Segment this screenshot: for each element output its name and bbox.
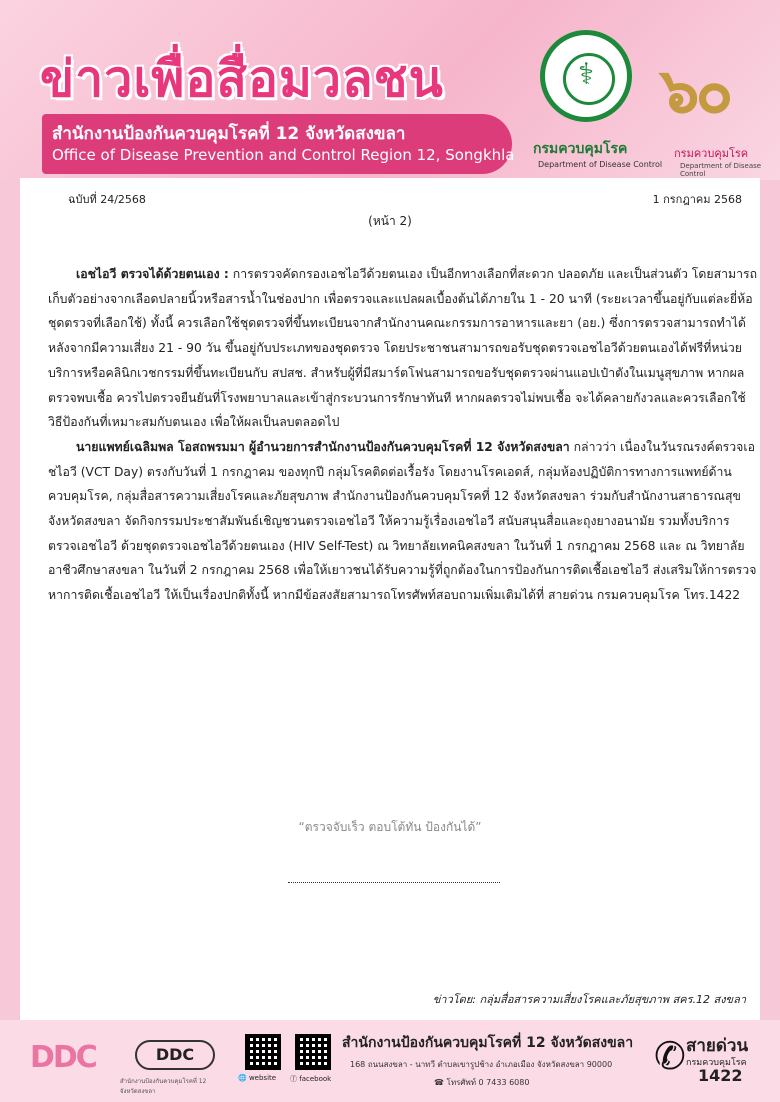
website-qr-code[interactable] (245, 1034, 281, 1070)
ddc-oval-logo-caption: สำนักงานป้องกันควบคุมโรคที่ 12 จังหวัดสงขลา (120, 1078, 207, 1095)
footer-org-name: สำนักงานป้องกันควบคุมโรคที่ 12 จังหวัดสงขลา (342, 1035, 634, 1051)
paragraph-1 (48, 262, 758, 435)
press-release-page (20, 178, 760, 1020)
facebook-label-text: facebook (299, 1075, 332, 1083)
slogan: “ตรวจจับเร็ว ตอบโต้ทัน ป้องกันได้” (298, 820, 482, 834)
org-name-th: สำนักงานป้องกันควบคุมโรคที่ 12 จังหวัดสงขลา (52, 124, 406, 144)
hotline-number: 1422 (698, 1066, 743, 1085)
header-banner (0, 0, 780, 180)
website-label-text: website (248, 1074, 277, 1082)
anniversary-logo-caption-th: กรมควบคุมโรค (674, 147, 749, 160)
footer-telephone: ☎ โทรศัพท์ 0 7433 6080 (434, 1078, 530, 1087)
paragraph-2-lead: นายแพทย์เฉลิมพล โอสถพรมมา ผู้อำนวยการสำนักงานป้องกันควบคุมโรคที่ 12 จังหวัดสงขลา (76, 439, 570, 454)
paragraph-2 (48, 435, 758, 608)
caduceus-icon: ⚕ (577, 57, 595, 92)
article-body (48, 262, 758, 608)
facebook-label: ⓕ facebook (290, 1075, 332, 1083)
ddc-oval-logo: DDC (135, 1040, 215, 1070)
footer-address: 168 ถนนสงขลา - นาทวี ตำบลเขารูปช้าง อำเภอเมือง จังหวัดสงขลา 90000 (350, 1060, 613, 1069)
org-name-en: Office of Disease Prevention and Control Region 12, Songkhla (52, 146, 515, 164)
footer (0, 1020, 780, 1102)
paragraph-2-text: กล่าวว่า เนื่องในวันรณรงค์ตรวจเอชไอวี (VCT Day) ตรงกับวันที่ 1 กรกฎาคม ของทุกปี กลุ่มโรคติดต่อเรื้อรัง โดยงานโรคเอดส์, กลุ่มห้องปฏิบัติการทางการแพทย์ด้านควบคุมโรค, กลุ่มสื่อสารความเสี่ยงโรคและภัยสุขภาพ สำนักงานป้องกันควบคุมโรคที่ 12 จังหวัดสงขลา ร่วมกับสำนักงานสาธารณสุขจังหวัดสงขลา จัดกิจกรรมประชาสัมพันธ์เชิญชวนตรวจเอชไอวี ให้ความรู้เรื่องเอชไอวี สนับสนุนสื่อและถุงยางอนามัย รวมทั้งบริการตรวจเอชไอวี ด้วยชุดตรวจเอชไอวีด้วยตนเอง (HIV Self-Test) ณ วิทยาลัยเทคนิคสงขลา ในวันที่ 1 กรกฎาคม 2568 และ ณ วิทยาลัยอาชีวศึกษาสงขลา ในวันที่ 2 กรกฎาคม 2568 เพื่อให้เยาวชนได้รับความรู้ที่ถูกต้องในการป้องกันการติดเชื้อเอชไอวี ส่งเสริมให้การตรวจหาการติดเชื้อเอชไอวี ให้เป็นเรื่องปกติทั้งนี้ หากมีข้อสงสัยสามารถโทรศัพท์สอบถามเพิ่มเติมได้ที่ สายด่วน กรมควบคุมโรค โทร.1422 (48, 439, 757, 603)
anniversary-60-logo: ๖๐ (660, 54, 730, 127)
facebook-qr-code[interactable] (295, 1034, 331, 1070)
hotline-org: กรมควบคุมโรค (686, 1058, 747, 1068)
paragraph-1-lead: เอชไอวี ตรวจได้ด้วยตนเอง : (76, 267, 229, 281)
issue-number: ฉบับที่ 24/2568 (68, 193, 146, 206)
phone-icon: ✆ (654, 1034, 686, 1078)
paragraph-1-text: การตรวจคัดกรองเอชไอวีด้วยตนเอง เป็นอีกทางเลือกที่สะดวก ปลอดภัย และเป็นส่วนตัว โดยสามารถเก็บตัวอย่างจากเลือดปลายนิ้วหรือสารน้ำในช่องปาก เพื่อตรวจและแปลผลเบื้องต้นได้ภายใน 1 - 20 นาที (ระยะเวลาขึ้นอยู่กับแต่ละยี่ห้อชุดตรวจที่เลือกใช้) ทั้งนี้ ควรเลือกใช้ชุดตรวจที่ขึ้นทะเบียนจากสำนักงานคณะกรรมการอาหารและยา (อย.) ซึ่งการตรวจสามารถทำได้หลังจากมีความเสี่ยง 21 - 90 วัน ขึ้นอยู่กับประเภทของชุดตรวจ โดยประชาชนสามารถขอรับชุดตรวจเอชไอวีด้วยตนเองได้ฟรีที่หน่วยบริการหรือคลินิกเวชกรรมที่ขึ้นทะเบียนกับ สปสช. สำหรับผู้ที่มีสมาร์ตโฟนสามารถขอรับชุดตรวจผ่านแอปเป๋าตังในเมนูสุขภาพ หากผลตรวจพบเชื้อ ควรไปตรวจยืนยันที่โรงพยาบาลและเข้าสู่กระบวนการรักษาทันที หากผลตรวจไม่พบเชื้อ จะได้คลายกังวลและควรเลือกใช้วิธีป้องกันที่เหมาะสมกับตนเอง เพื่อให้ผลเป็นลบตลอดไป (48, 267, 758, 430)
page-title: ข่าวเพื่อสื่อมวลชน (40, 50, 444, 108)
moph-logo (540, 30, 632, 122)
hotline-title: สายด่วน (686, 1036, 749, 1056)
ddc-name-th: กรมควบคุมโรค (533, 141, 628, 157)
website-label: 🌐 website (238, 1074, 277, 1082)
anniversary-logo-caption-en: Department of Disease Control (680, 162, 762, 178)
page-number: (หน้า 2) (368, 214, 412, 228)
footer-telephone-text: โทรศัพท์ 0 7433 6080 (446, 1078, 530, 1087)
ddc-heart-logo: DDC (30, 1040, 96, 1075)
byline: ข่าวโดย: กลุ่มสื่อสารความเสี่ยงโรคและภัยสุขภาพ สคร.12 สงขลา (432, 993, 746, 1006)
dotted-divider (288, 882, 500, 883)
ddc-name-en: Department of Disease Control (538, 160, 663, 169)
issue-date: 1 กรกฎาคม 2568 (652, 193, 742, 206)
